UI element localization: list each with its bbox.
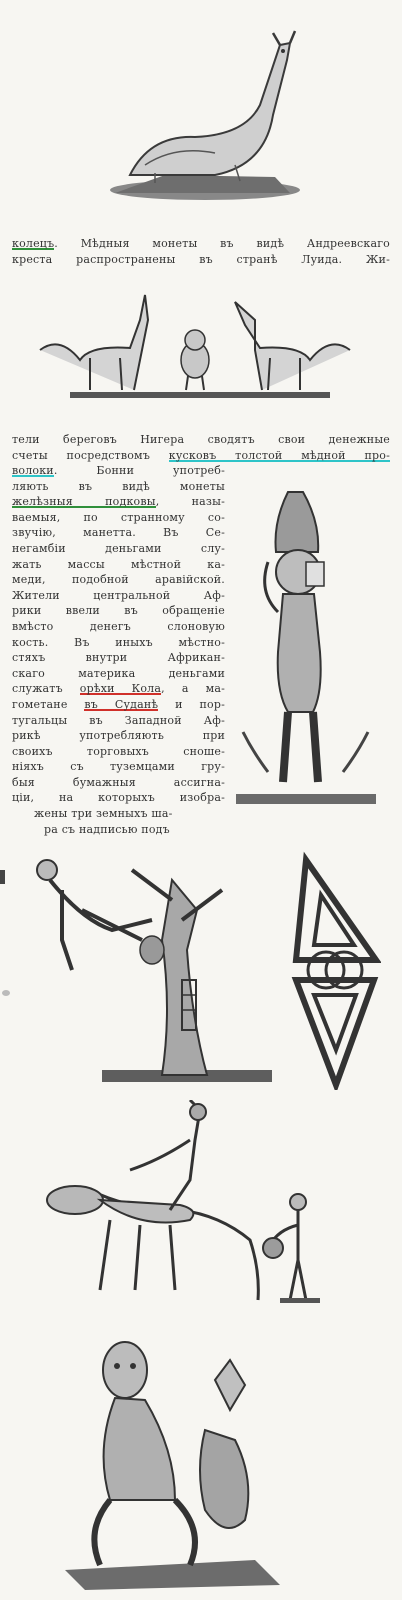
underlined-phrase: въ Суданѣ <box>84 697 159 711</box>
edge-mark <box>0 870 5 884</box>
underlined-phrase: кусковъ толстой мѣдной про- <box>168 448 390 462</box>
standing-figure-icon <box>228 482 383 812</box>
text-line: быя бумажныя ассигна- <box>12 775 225 789</box>
text-line: тели береговъ Нигера сводятъ свои денежные <box>12 433 390 446</box>
text-line: тугальцы въ Западной Аф- <box>12 713 225 727</box>
text-span: , а ма- <box>161 682 226 696</box>
text-line: негамбіи деньгами слу- <box>12 541 225 555</box>
text-line <box>12 448 390 464</box>
text-line: ваемыя, по странному со- <box>12 510 225 524</box>
text-line <box>12 494 225 510</box>
rider-figurine-icon <box>40 1100 270 1310</box>
text-line: вмѣсто денегъ слоновую <box>12 619 225 633</box>
paragraph-2 <box>12 432 390 463</box>
text-line: скаго материка деньгами <box>12 666 225 680</box>
text-line <box>12 681 225 697</box>
text-line: креста распространены въ странѣ Луида. Жи- <box>12 252 390 266</box>
text-span: и пор- <box>158 697 226 711</box>
narrow-column <box>12 463 225 837</box>
text-span: , назы- <box>155 495 225 509</box>
giraffe-figurine-icon <box>95 25 305 205</box>
antelopes-figurine-icon <box>30 290 360 410</box>
text-line: ніяхъ съ туземцами гру- <box>12 760 225 774</box>
text-line: меди, подобной аравійской. <box>12 573 225 587</box>
text-line: Жители центральной Аф- <box>12 588 225 602</box>
underlined-phrase: орѣхи Кола <box>79 682 162 696</box>
text-line <box>12 463 225 479</box>
underlined-phrase: желѣзныя подковы <box>12 495 156 509</box>
text-line: жать массы мѣстной ка- <box>12 557 225 571</box>
text-line <box>12 697 225 713</box>
text-line: звучію, манетта. Въ Се- <box>12 526 225 540</box>
text-line: стяхъ внутри Африкан- <box>12 651 225 665</box>
tree-climber-icon <box>22 850 272 1090</box>
underlined-phrase: колецъ <box>12 237 55 250</box>
text-span: служатъ <box>12 682 80 696</box>
text-line: жены три земныхъ ша- <box>34 807 173 821</box>
text-line: ра съ надписью подъ <box>44 822 170 836</box>
text-line: своихъ торговыхъ сноше- <box>12 744 225 758</box>
text-line: рики ввели въ обращеніе <box>12 604 225 618</box>
paragraph-1 <box>12 236 390 267</box>
text-span: счеты посредствомъ <box>12 448 169 462</box>
geometric-ornament-icon <box>286 850 381 1090</box>
text-line <box>12 236 390 252</box>
small-figure-icon <box>258 1190 328 1310</box>
text-line: рикѣ употребляють при <box>12 729 225 743</box>
scan-dot <box>2 990 10 996</box>
text-span: гометане <box>12 697 85 711</box>
text-line: ціи, на которыхъ изобра- <box>12 791 225 805</box>
text-span: . Мѣдныя монеты въ видѣ Андреевскаго <box>54 237 390 250</box>
text-line: кость. Въ иныхъ мѣстно- <box>12 635 225 649</box>
text-span: . Бонни употреб- <box>53 464 225 477</box>
text-line: ляють въ видѣ монеты <box>12 479 225 493</box>
underlined-phrase: волоки <box>12 464 54 477</box>
crouching-figure-icon <box>55 1340 285 1595</box>
